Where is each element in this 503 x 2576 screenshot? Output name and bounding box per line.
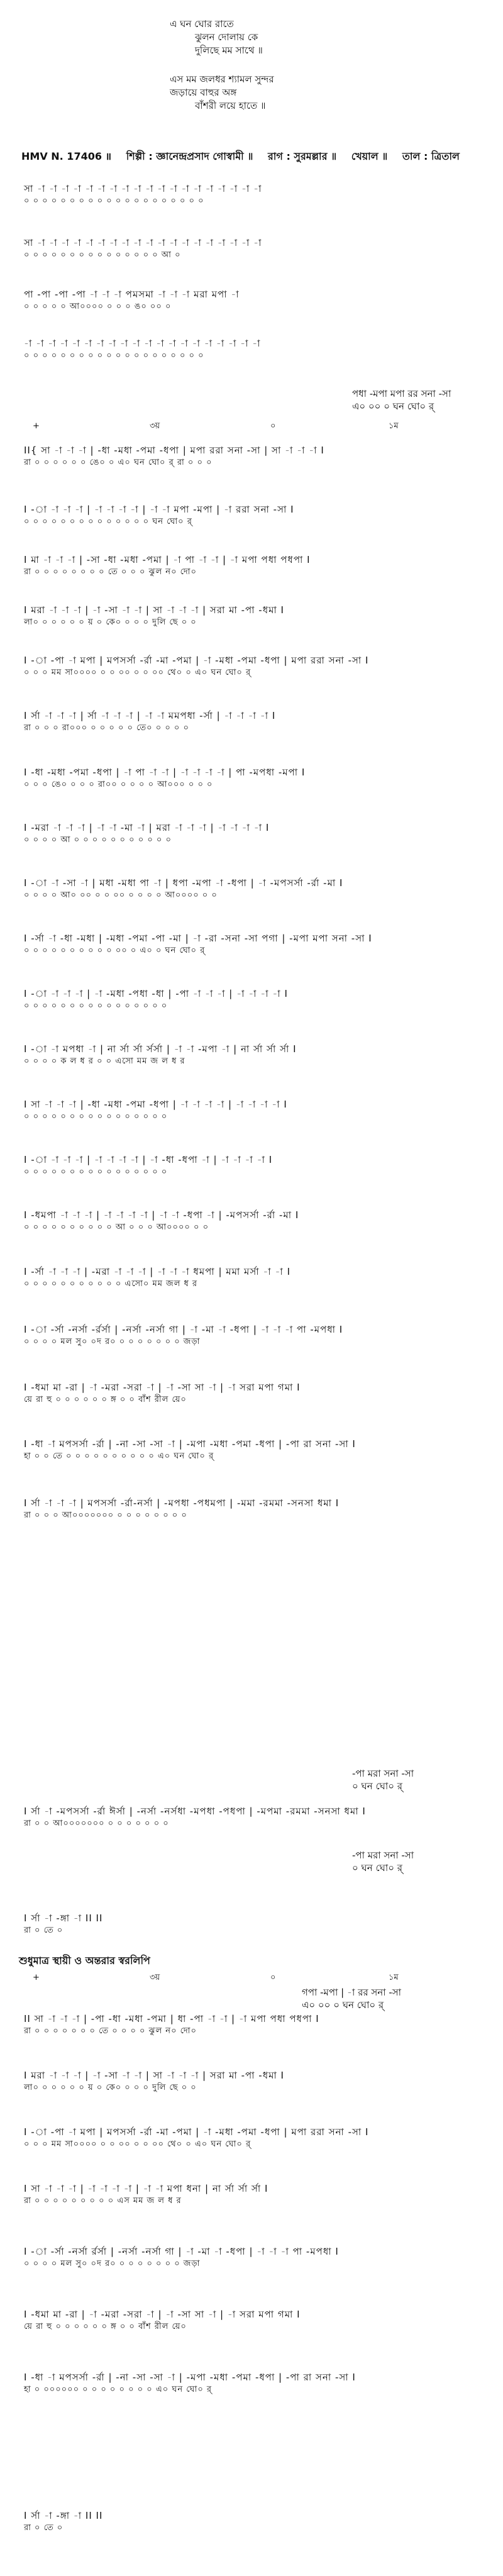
- lyric-mark-line: ০ ০ ০ ০ ০ ০ ০ ০ ০ ০ ০০ ০ এ০ ০ ঘন ঘো০ র্: [24, 946, 206, 955]
- lyric-mark-line: রা ০ ০ ০ ০ ০ ০ ০ তে ০ ০ ০ ০ ঝুল ন০ দো০: [24, 2026, 197, 2036]
- section-notation-row: [24, 2126, 489, 2151]
- section-notation-row: [24, 2245, 489, 2270]
- lyric-mark-line: ০ ০ ০ ০ ০ ০ ০ ০ ০ ০ ০ ০ ০ ০ ০ ০: [24, 1167, 168, 1177]
- lyric-mark-line: ০ ০ ০ ০ ০ ০ ০ ০ ০ ০ ০ ০ ০ ০ ঘন ঘো০ র্: [24, 517, 192, 526]
- notation-row: [24, 987, 489, 1013]
- close-row: [24, 1912, 489, 1937]
- swar-line: I -র্সা -া -ধা -মধা | -মধা -পমা -পা -মা | -া -রা -সনা -সা পগা | -মপা মপা সনা -সা I: [24, 933, 372, 944]
- swar-line: I -া -া -া -া | -া -া -া -া | -া -ধা -ধপা -া | -া -া -া -া I: [24, 1154, 273, 1165]
- swar-line: I র্সা -া -মপসর্সা -র্রা ঈর্সা | -নর্সা -নর্সধা -মপধা -পধপা | -মপমা -রমমা -সনসা ধমা I: [24, 1806, 366, 1817]
- raga: রাগ : সুরমল্লার ॥: [267, 150, 337, 162]
- lyric-mark-line: রা ০ তে ০: [24, 1926, 64, 1935]
- lyric-line: ঝুলন দোলায় কে: [195, 31, 258, 43]
- swar-line: -পা মরা সনা -সা: [352, 1850, 414, 1861]
- swar-line: -া -া -া -া -া -া -া -া -া -া -া -া -া -া -া -া -া -া -া -া: [24, 338, 261, 349]
- swar-line: I মরা -া -া -া | -া -সা -া -া | সা -া -া -া | সরা মা -পা -ধমা I: [24, 2070, 284, 2081]
- notation-row: [24, 654, 489, 679]
- lyric-mark-line: এ০ ০০ ০ ঘন ঘো০ র্: [352, 401, 434, 412]
- beat-zero: ০: [270, 1973, 276, 1982]
- swar-line: পা -পা -পা -পা -া -া -া পমসমা -া -া -া মরা মপা -া: [24, 289, 240, 300]
- lyric-mark-line: ০ ০ ০ ০ ০ আ০০০০ ০ ০ ০ ঙ০ ০০ ০: [24, 302, 172, 311]
- notation-row: [24, 604, 489, 629]
- swar-line: I -া -া -া -া | -া -া -া -া | -া -া মপা -মপা | -া ররা সনা -সা I: [24, 504, 294, 515]
- notation-row: [24, 1438, 489, 1463]
- swar-line: I -ধমপা -া -া -া | -া -া -া -া | -া -া -ধপা -া | -মপসর্সা -র্রা -মা I: [24, 1209, 299, 1221]
- notation-row: [24, 1209, 489, 1234]
- swar-line: গপা -মপা | -া রর সনা -সা: [302, 1987, 402, 1998]
- beat-first: ১ম: [389, 421, 399, 431]
- record-number: HMV N. 17406 ॥: [21, 150, 112, 162]
- swar-line: I -া -া মপধা -া | না র্সা র্সা র্সর্সা | -া -া -মপা -া | না র্সা র্সা র্সা I: [24, 1043, 297, 1055]
- beat-three: ৩য়: [150, 421, 160, 431]
- section-notation-row: [24, 2069, 489, 2094]
- section-notation-row: [24, 2371, 489, 2396]
- swar-line: I -া -া -সা -া | মধা -মধা পা -া | ধপা -মপা -া -ধপা | -া -মপসর্সা -র্রা -মা I: [24, 877, 343, 889]
- section-notation-row: [24, 2308, 489, 2333]
- swar-line: I র্সা -া -া -া | র্সা -া -া -া | -া -া মমপধা -র্সা | -া -া -া -া I: [24, 710, 276, 721]
- lyric-mark-line: ০ ০ ০ ০ আ ০ ০ ০ ০ ০ ০ ০ ০ ০ ০ ০: [24, 835, 172, 845]
- swar-line: I -া -র্সা -নর্সা -র্রর্সা | -নর্সা -নর্সা গা | -া -মা -া -ধপা | -া -া -া পা -মপধা I: [24, 1324, 343, 1335]
- notation-row: [24, 1043, 489, 1068]
- swar-line: I র্সা -া -ঙ্গা -া II II: [24, 1913, 103, 1924]
- lyric-mark-line: ০ ঘন ঘো০ র্: [352, 1780, 402, 1792]
- lyric-mark-line: ০ ০ ০ ০ ০ ০ ০ ০ ০ ০ ০ ০ ০ ০ ০ ০ ০ ০ ০ ০: [24, 196, 204, 206]
- swar-line: I -া -পা -া মপা | মপসর্সা -র্রা -মা -পমা | -া -মধা -পমা -ধপা | মপা ররা সনা -সা I: [24, 2126, 369, 2138]
- section-notation-row: [24, 2012, 489, 2038]
- lyric-mark-line: ০ ০ ০ মম সা০০০০ ০ ০ ০০ ০ ০ ০০ থে০ ০ এ০ ঘন ঘো০ র্: [24, 668, 252, 677]
- lyric-mark-line: এ০ ০০ ০ ঘন ঘো০ র্: [302, 1999, 384, 2011]
- lyric-mark-line: রা ০ ০ ০ আ০০০০০০০ ০ ০ ০ ০ ০ ০ ০ ০: [24, 1511, 187, 1520]
- lyric-verse-1: [170, 18, 434, 57]
- notation-row: [24, 821, 489, 847]
- swar-line: II সা -া -া -া | -পা -ধা -মধা -পমা | ধা -পা -া -া | -া মপা পধা পধপা I: [24, 2013, 319, 2024]
- lyric-line: দুলিছে মম সাথে ॥: [195, 45, 263, 56]
- tala: তাল : ত্রিতাল: [402, 150, 460, 162]
- lyric-mark-line: হা ০ ০ তে ০ ০ ০ ০ ০ ০ ০ ০ ০ ০ এ০ ঘন ঘো০ র্: [24, 1452, 214, 1461]
- notation-row: [24, 766, 489, 791]
- section-lead: [302, 1986, 446, 2011]
- lyric-line: বাঁশরী লয়ে হাতে ॥: [195, 100, 266, 111]
- lyric-mark-line: ০ ০ ০ ০ মল সু০ ০দ র০ ০ ০ ০ ০ ০ ০ ০ জড়া: [24, 1337, 201, 1346]
- lyric-mark-line: রা ০ ০ ০ ০ ০ ০ ০ ০ তে ০ ০ ০ ঝুল ন০ দো০: [24, 567, 197, 577]
- swar-line: I -র্সা -া -া -া | -মরা -া -া -া | -া -া -া ধমপা | মমা মর্সা -া -া I: [24, 1266, 291, 1277]
- swar-line: সা -া -া -া -া -া -া -া -া -া -া -া -া -া -া -া -া -া -া -া: [24, 237, 262, 248]
- lyric-mark-line: রা ০ ০ ০ রা০০০ ০ ০ ০ ০ ০ তে০ ০ ০ ০ ০: [24, 723, 189, 733]
- lyric-mark-line: ০ ০ ০ ০ ০ ০ ০ ০ ০ ০ ০ ০ ০ ০ ০ ০ ০ ০ ০ ০: [24, 351, 204, 360]
- beat-plus: +: [33, 1973, 40, 1982]
- notation-row: [24, 1381, 489, 1406]
- notation-row: [24, 553, 489, 579]
- intro-row: [24, 288, 489, 313]
- section-notation-row: [24, 2182, 489, 2207]
- lyric-mark-line: ০ ০ ০ ০ মল সু০ ০দ র০ ০ ০ ০ ০ ০ ০ ০ জড়া: [24, 2259, 201, 2268]
- style: খেয়াল ॥: [351, 150, 388, 162]
- lyric-mark-line: ০ ০ ০ ০ ০ ০ ০ ০ ০ ০ ০ ০ ০ ০ ০ ০: [24, 1001, 168, 1011]
- section-title: শুধুমাত্র স্থায়ী ও অন্তরার স্বরলিপি: [19, 1955, 150, 1967]
- swar-line: I মরা -া -া -া | -া -সা -া -া | সা -া -া -া | সরা মা -পা -ধমা I: [24, 604, 284, 616]
- lyric-line: এ ঘন ঘোর রাতে: [170, 18, 234, 30]
- swar-line: I র্সা -া -া -া | মপসর্সা -র্রা-নর্সা | -মপধা -পধমপা | -মমা -রমমা -সনসা ধমা I: [24, 1497, 340, 1509]
- section-close-row: [24, 2509, 489, 2534]
- lyric-mark-line: লা০ ০ ০ ০ ০ ০ য় ০ কে০ ০ ০ ০ দুলি ছে ০ ০: [24, 618, 197, 627]
- intro-row: [24, 236, 489, 262]
- lyric-mark-line: রা ০ তে ০: [24, 2523, 64, 2533]
- lyric-mark-line: রা ০ ০ ০ ০ ০ ০ ঙে০ ০ এ০ ঘন ঘো০ র্ রা ০ ০ ০: [24, 458, 213, 467]
- swar-line: I -ধমা মা -রা | -া -মরা -সরা -া | -া -সা সা -া | -া সরা মপা গমা I: [24, 2309, 301, 2320]
- lyric-mark-line: ০ ০ ০ ০ ০ ০ ০ ০ ০ ০ ০ ০ ০ ০ ০ আ ০: [24, 250, 181, 260]
- lyric-mark-line: হা ০ ০০০০০০ ০ ০ ০ ০ ০ ০ ০ ০ এ০ ঘন ঘো০ র্: [24, 2385, 213, 2394]
- swar-line: I -ধমা মা -রা | -া -মরা -সরা -া | -া -সা সা -া | -া সরা মপা গমা I: [24, 1382, 301, 1393]
- end-line: [352, 1767, 497, 1792]
- swar-line: I -ধা -মধা -পমা -ধপা | -া পা -া -া | -া -া -া -া | পা -মপধা -মপা I: [24, 767, 306, 778]
- swar-line: I সা -া -া -া | -া -া -া -া | -া -া মপা ধনা | না র্সা র্সা র্সা I: [24, 2183, 268, 2194]
- swar-line: সা -া -া -া -া -া -া -া -া -া -া -া -া -া -া -া -া -া -া -া: [24, 183, 262, 194]
- notation-row: [24, 1098, 489, 1123]
- swar-line: I -মরা -া -া -া | -া -া -মা -া | মরা -া -া -া | -া -া -া -া I: [24, 822, 270, 833]
- swar-line: -পা মরা সনা -সা: [352, 1768, 414, 1779]
- beat-first: ১ম: [389, 1973, 399, 1982]
- artist: শিল্পী : জ্ঞানেন্দ্রপ্রসাদ গোস্বামী ॥: [126, 150, 253, 162]
- lyric-mark-line: ০ ০ ০ ঙে০ ০ ০ ০ রা০০ ০ ০ ০ ০ আ০০০ ০ ০ ০: [24, 780, 213, 789]
- lead-in: [352, 387, 497, 413]
- notation-row: [24, 503, 489, 528]
- lyric-line: এস মম জলধর শ্যামল সুন্দর: [170, 74, 274, 85]
- notation-row: [24, 877, 489, 902]
- lyric-mark-line: লা০ ০ ০ ০ ০ ০ য় ০ কে০ ০ ০ ০ দুলি ছে ০ ০: [24, 2083, 197, 2092]
- lyric-mark-line: ০ ঘন ঘো০ র্: [352, 1862, 402, 1874]
- lyric-mark-line: রা ০ ০ আ০০০০০০০ ০ ০ ০ ০ ০ ০ ০: [24, 1819, 169, 1828]
- swar-line: I -ধা -া মপসর্সা -র্রা | -না -সা -সা -া | -মপা -মধা -পমা -ধপা | -পা রা সনা -সা I: [24, 2372, 356, 2383]
- swar-line: I মা -া -া -া | -সা -ধা -মধা -পমা | -া পা -া -া | -া মপা পধা পধপা I: [24, 554, 311, 565]
- notation-row: [24, 1153, 489, 1179]
- lyric-mark-line: ০ ০ ০ ০ আ০ ০০ ০ ০ ০০ ০ ০ ০ ০ আ০০০০ ০ ০: [24, 891, 218, 900]
- notation-row: [24, 1265, 489, 1291]
- intro-row: [24, 337, 489, 362]
- swar-line: পধা -মপা মপা রর সনা -সা: [352, 388, 451, 399]
- swar-line: I সা -া -া -া | -ধা -মধা -পমা -ধপা | -া -া -া -া | -া -া -া -া I: [24, 1099, 287, 1110]
- notation-row: [24, 444, 489, 469]
- notation-row: [24, 709, 489, 735]
- notation-row: [24, 1323, 489, 1348]
- song-info: [21, 148, 487, 165]
- lyric-mark-line: রা ০ ০ ০ ০ ০ ০ ০ ০ ০ এস মম জ ল ধ র: [24, 2196, 182, 2206]
- lyric-mark-line: য়ে রা হু ০ ০ ০ ০ ০ ০ ঙ্গ ০ ০ বাঁশ রীল য়ে০: [24, 1395, 187, 1404]
- beat-zero: ০: [270, 421, 276, 431]
- swar-line: I -া -পা -া মপা | মপসর্সা -র্রা -মা -পমা | -া -মধা -পমা -ধপা | মপা ররা সনা -সা I: [24, 655, 369, 666]
- lyric-mark-line: ০ ০ ০ ০ ক ল ধ র ০ ০ এসো মম জ ল ধ র: [24, 1057, 185, 1066]
- lyric-mark-line: ০ ০ ০ মম সা০০০০ ০ ০ ০০ ০ ০ ০০ থে০ ০ এ০ ঘন ঘো০ র্: [24, 2140, 252, 2149]
- lyric-mark-line: ০ ০ ০ ০ ০ ০ ০ ০ ০ ০ ০ এসো০ মম জল ধ র: [24, 1279, 198, 1289]
- notation-row: [24, 1805, 489, 1830]
- intro-row: [24, 182, 489, 208]
- swar-line: I -া -র্সা -নর্সা র্রর্সা | -নর্সা -নর্সা গা | -া -মা -া -ধপা | -া -া -া পা -মপধা I: [24, 2246, 339, 2257]
- end-line: [352, 1849, 497, 1874]
- beat-plus: +: [33, 421, 40, 431]
- swar-line: II{ সা -া -া -া | -ধা -মধা -পমা -ধপা | মপা ররা সনা -সা | সা -া -া -া I: [24, 445, 324, 456]
- lyric-verse-2: [170, 73, 434, 113]
- lyric-mark-line: ০ ০ ০ ০ ০ ০ ০ ০ ০ ০ ০ ০ ০ ০ ০ ০: [24, 1112, 168, 1121]
- beat-three: ৩য়: [150, 1973, 160, 1982]
- lyric-mark-line: য়ে রা হু ০ ০ ০ ০ ০ ০ ঙ্গ ০ ০ বাঁশ রীল য়ে০: [24, 2322, 187, 2331]
- notation-row: [24, 1497, 489, 1522]
- lyric-mark-line: ০ ০ ০ ০ ০ ০ ০ ০ ০ ০ আ ০ ০ ০ আ০০০০ ০ ০: [24, 1223, 209, 1232]
- swar-line: I -া -া -া -া | -া -মধা -পধা -ধা | -পা -া -া -া | -া -া -া -া I: [24, 988, 288, 999]
- swar-line: I -ধা -া মপসর্সা -র্রা | -না -সা -সা -া | -মপা -মধা -পমা -ধপা | -পা রা সনা -সা I: [24, 1438, 356, 1450]
- swar-line: I র্সা -া -ঙ্গা -া II II: [24, 2510, 103, 2521]
- notation-row: [24, 932, 489, 957]
- lyric-line: জড়ায়ে বাহুর অঙ্গ: [170, 87, 237, 98]
